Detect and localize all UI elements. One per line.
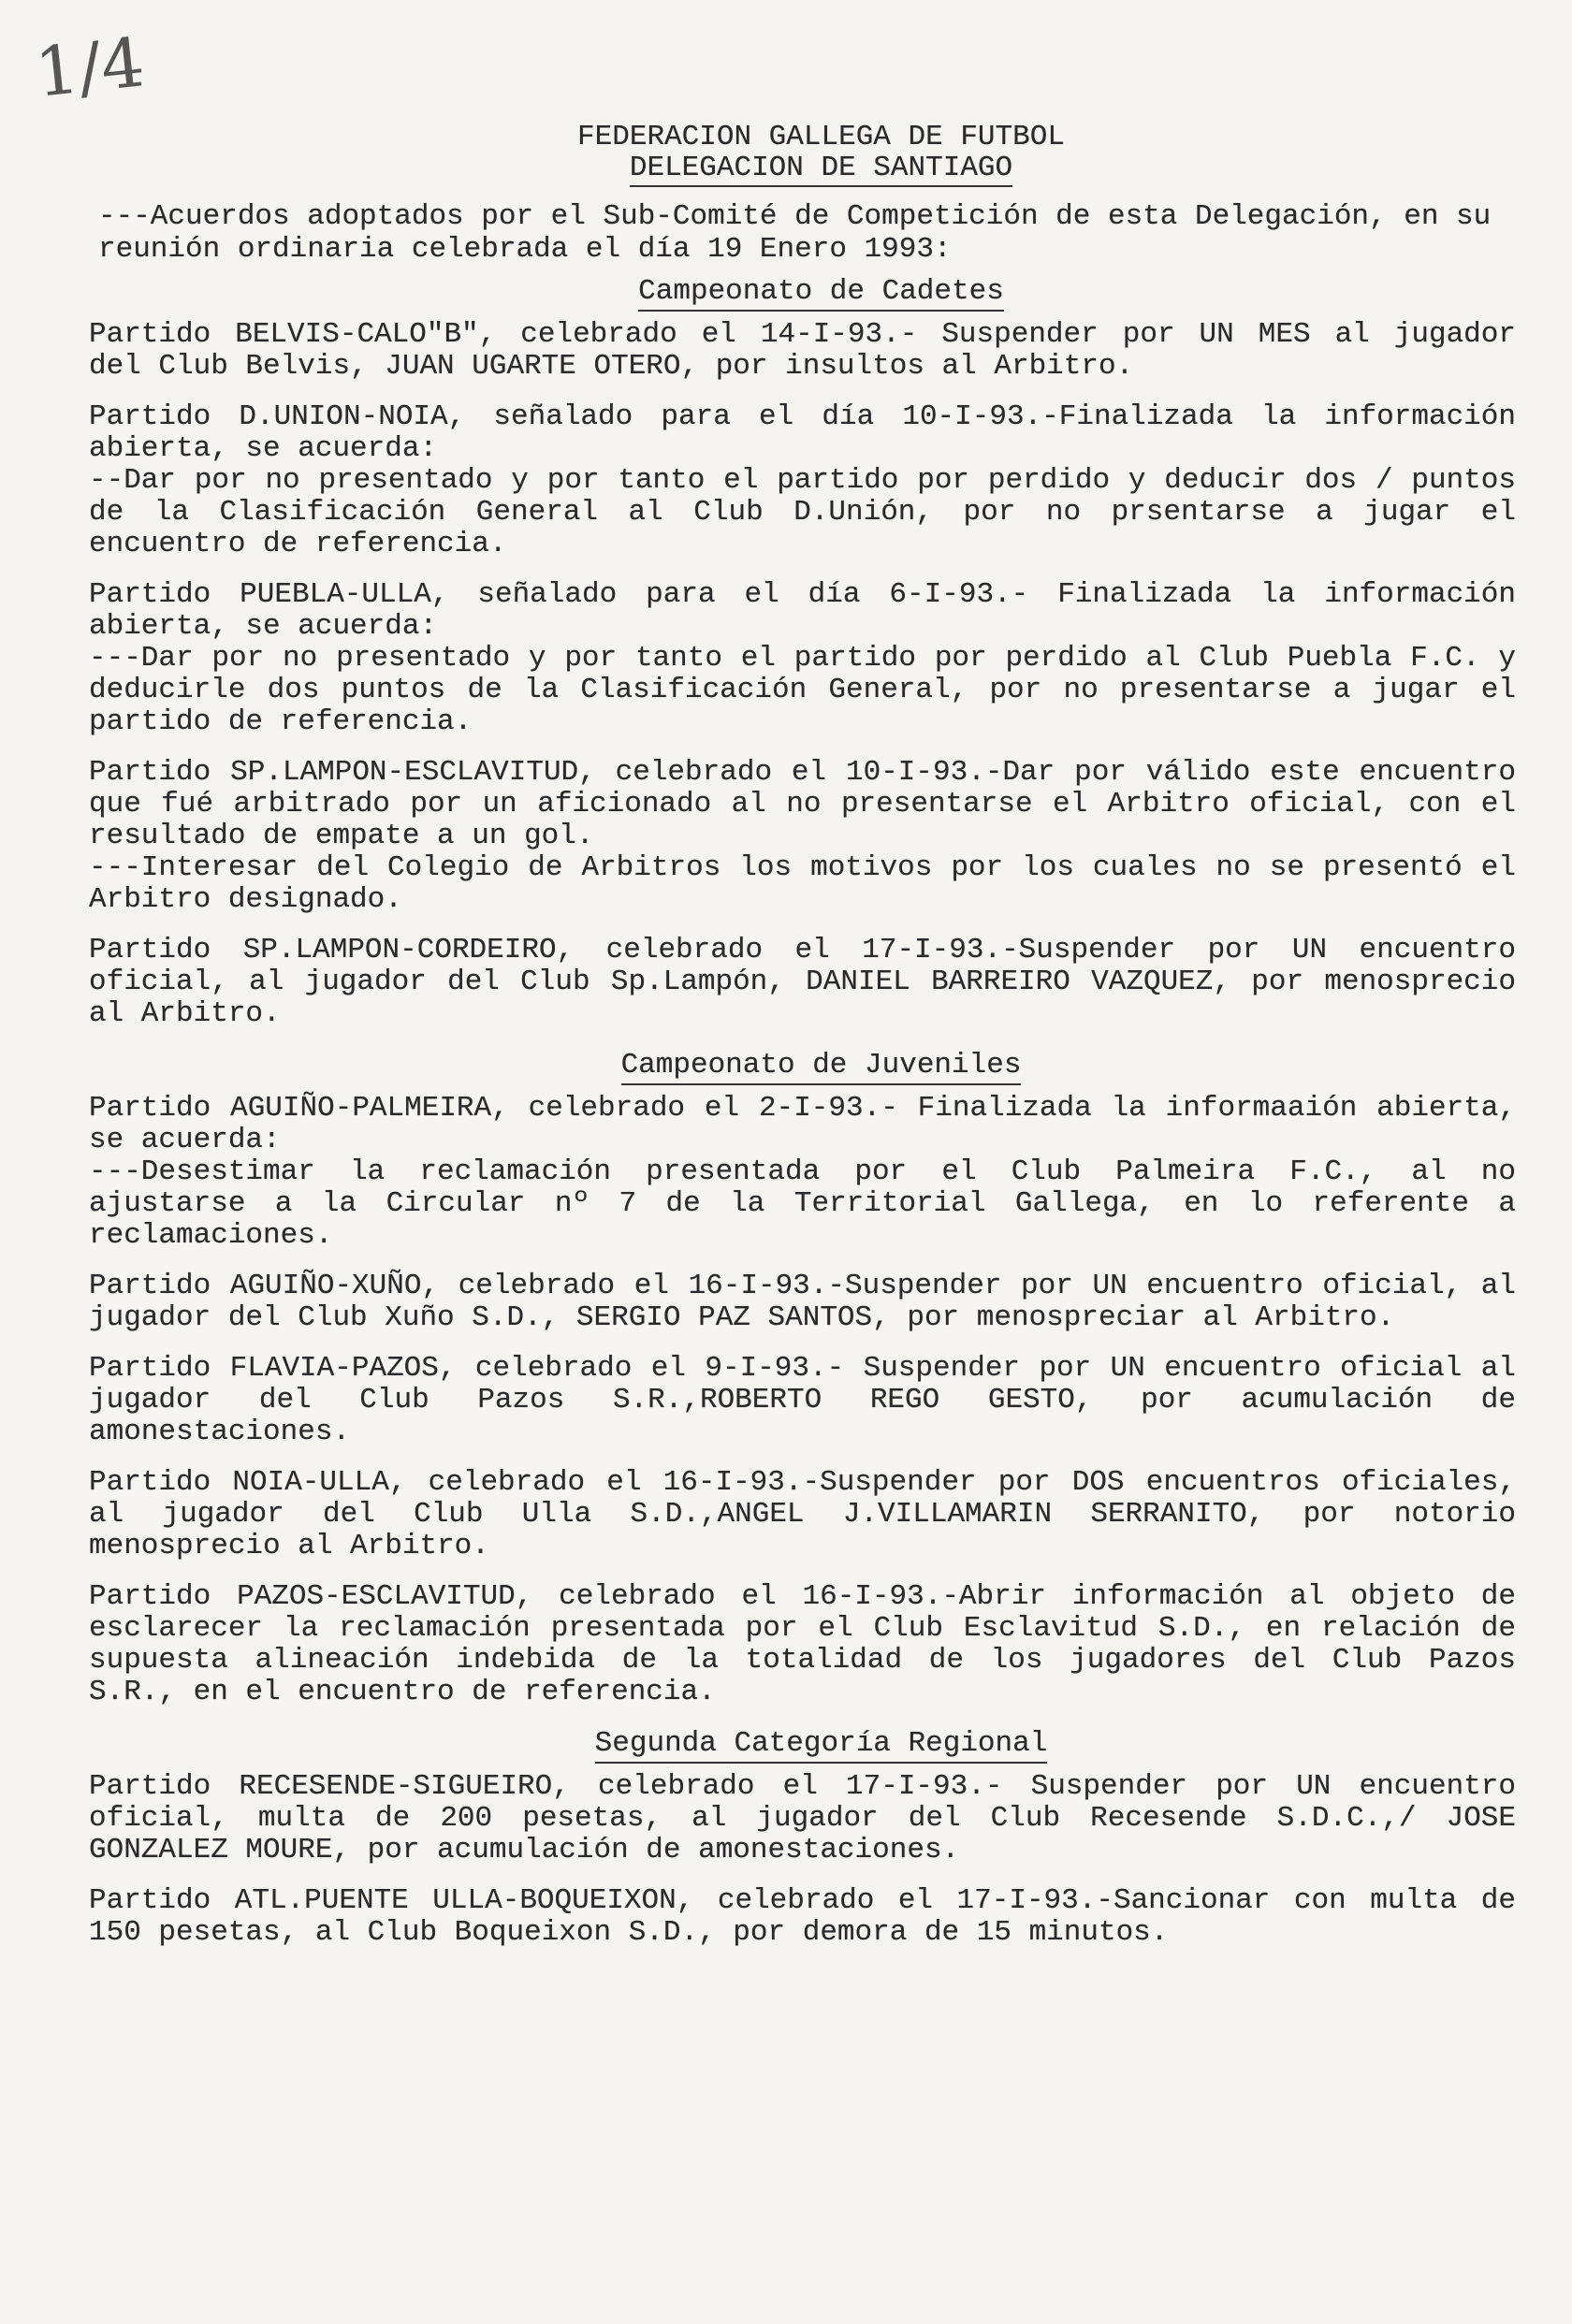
entry-paragraph: Partido BELVIS-CALO"B", celebrado el 14-I-93.- Suspender por UN MES al jugador del Club Belvis, JUAN UGARTE OTERO, por insultos al Arbitro. [89,318,1516,383]
match-entry [89,1885,1516,1949]
match-entry [89,1271,1516,1334]
entry-paragraph: Partido AGUIÑO-PALMEIRA, celebrado el 2-I-93.- Finalizada la informaaión abierta, se acuerda: [89,1092,1516,1156]
entry-paragraph: Partido RECESENDE-SIGUEIRO, celebrado el 17-I-93.- Suspender por UN encuentro oficial, multa de 200 pesetas, al jugador del Club Recesende S.D.C.,/ JOSE GONZALEZ MOURE, por acumulación de amonestaciones. [89,1770,1516,1866]
match-entry [89,319,1516,383]
entry-paragraph: Partido SP.LAMPON-CORDEIRO, celebrado el 17-I-93.-Suspender por UN encuentro oficial, al jugador del Club Sp.Lampón, DANIEL BARREIRO VAZQUEZ, por menosprecio al Arbitro. [89,934,1516,1030]
section-title [126,275,1516,308]
entry-paragraph: Partido SP.LAMPON-ESCLAVITUD, celebrado el 10-I-93.-Dar por válido este encuentro que fué arbitrado por un aficionado al no presentarse el Arbitro oficial, con el resultado de empate a un gol. [89,756,1516,852]
section-title-text: Campeonato de Cadetes [638,275,1004,312]
match-entry [89,757,1516,916]
entry-paragraph: ---Interesar del Colegio de Arbitros los motivos por los cuales no se presentó el Arbitro designado. [89,851,1516,916]
handwritten-page-mark: 1/4 [31,22,148,112]
sections-container [89,275,1516,1949]
section-title-text: Campeonato de Juveniles [621,1049,1022,1085]
delegation-name: DELEGACION DE SANTIAGO [630,153,1012,187]
match-entry [89,1771,1516,1866]
match-entry [89,1467,1516,1562]
entry-paragraph: Partido FLAVIA-PAZOS, celebrado el 9-I-93.- Suspender por UN encuentro oficial al jugador del Club Pazos S.R.,ROBERTO REGO GESTO, por acumulación de amonestaciones. [89,1352,1516,1448]
entry-paragraph: Partido NOIA-ULLA, celebrado el 16-I-93.-Suspender por DOS encuentros oficiales, al jugador del Club Ulla S.D.,ANGEL J.VILLAMARIN SERRANITO, por notorio menosprecio al Arbitro. [89,1466,1516,1562]
entry-paragraph: Partido AGUIÑO-XUÑO, celebrado el 16-I-93.-Suspender por UN encuentro oficial, al jugador del Club Xuño S.D., SERGIO PAZ SANTOS, por menospreciar al Arbitro. [89,1270,1516,1334]
match-entry [89,1093,1516,1252]
section-title [126,1727,1516,1760]
section-title-text: Segunda Categoría Regional [595,1727,1048,1764]
match-entry [89,935,1516,1030]
letterhead [126,122,1516,187]
federation-name: FEDERACION GALLEGA DE FUTBOL [577,121,1065,153]
entry-paragraph: Partido ATL.PUENTE ULLA-BOQUEIXON, celebrado el 17-I-93.-Sancionar con multa de 150 pesetas, al Club Boqueixon S.D., por demora de 15 minutos. [89,1884,1516,1949]
entry-paragraph: --Dar por no presentado y por tanto el partido por perdido y deducir dos / puntos de la Clasificación General al Club D.Unión, por no prsentarse a jugar el encuentro de referencia. [89,464,1516,560]
match-entry [89,401,1516,560]
entry-paragraph: ---Desestimar la reclamación presentada por el Club Palmeira F.C., al no ajustarse a la Circular nº 7 de la Territorial Gallega, en lo referente a reclamaciones. [89,1155,1516,1252]
match-entry [89,1353,1516,1448]
entry-paragraph: Partido D.UNION-NOIA, señalado para el día 10-I-93.-Finalizada la información abierta, se acuerda: [89,400,1516,465]
intro-paragraph: ---Acuerdos adoptados por el Sub-Comité de Competición de esta Delegación, en su reunión ordinaria celebrada el día 19 Enero 1993: [98,200,1492,266]
entry-paragraph: ---Dar por no presentado y por tanto el partido por perdido al Club Puebla F.C. y deducirle dos puntos de la Clasificación General, por no presentarse a jugar el partido de referencia. [89,642,1516,738]
match-entry [89,579,1516,738]
section-title [126,1049,1516,1082]
match-entry [89,1581,1516,1708]
entry-paragraph: Partido PUEBLA-ULLA, señalado para el día 6-I-93.- Finalizada la información abierta, se acuerda: [89,578,1516,643]
entry-paragraph: Partido PAZOS-ESCLAVITUD, celebrado el 16-I-93.-Abrir información al objeto de esclarecer la reclamación presentada por el Club Esclavitud S.D., en relación de supuesta alineación indebida de la totalidad de los jugadores del Club Pazos S.R., en el encuentro de referencia. [89,1580,1516,1708]
